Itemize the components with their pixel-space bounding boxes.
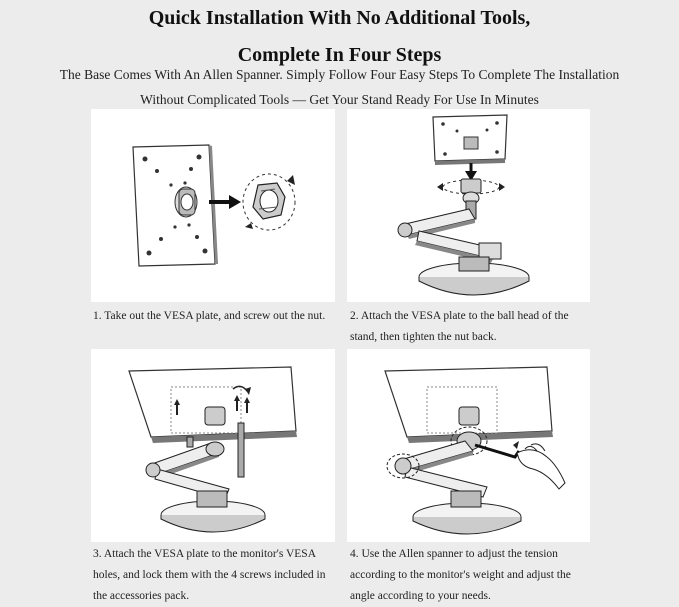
page-title: Quick Installation With No Additional Tools, [148,7,531,29]
step-3-caption: 3. Attach the VESA plate to the monitor's VESA holes, and lock them with the 4 screws included in the accessories pack. [93,548,326,602]
monitor-screws-icon [91,349,335,542]
step-3-illustration [91,349,335,542]
subtitle-line-2: Without Complicated Tools — Get Your Stand Ready For Use In Minutes [140,92,539,107]
step-4-illustration [347,349,590,542]
step-1-illustration [91,109,335,302]
subtitle-line-1: The Base Comes With An Allen Spanner. Simply Follow Four Easy Steps To Complete The Installation [59,67,620,82]
vesa-plate-and-nut-icon [91,109,335,302]
step-4-caption: 4. Use the Allen spanner to adjust the tension according to the monitor's weight and adjust the angle according to your needs. [350,548,571,602]
page-title-line-2: Complete In Four Steps [237,44,442,66]
step-2-illustration [347,109,590,302]
step-2-caption: 2. Attach the VESA plate to the ball head of the stand, then tighten the nut back. [350,310,569,343]
allen-spanner-adjust-icon [347,349,590,542]
plate-onto-ball-head-icon [347,109,590,302]
step-1-caption: 1. Take out the VESA plate, and screw out the nut. [93,310,326,322]
